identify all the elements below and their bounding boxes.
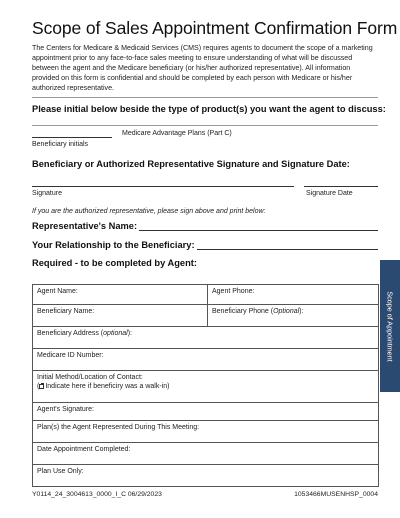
table-row [33, 285, 379, 305]
footer-code: Y0114_24_3004613_0000_I_C 06/29/2023 [32, 491, 162, 498]
label-suffix: ): [127, 330, 132, 337]
date-completed-cell[interactable]: Date Appointment Completed: [33, 443, 379, 465]
relationship-label: Your Relationship to the Beneficiary: [32, 240, 195, 250]
relationship-line[interactable] [197, 240, 378, 250]
label-suffix: ): [299, 308, 304, 315]
beneficiary-address-label: Beneficiary Address ( [37, 330, 104, 337]
table-row [33, 371, 379, 403]
agent-phone-cell[interactable]: Agent Phone: [208, 285, 379, 305]
divider [32, 97, 378, 98]
optional-tag: Optional [273, 308, 300, 315]
signature-section-heading: Beneficiary or Authorized Representative Signature and Signature Date: [32, 159, 350, 169]
initial-input-line[interactable] [32, 137, 112, 138]
divider [32, 125, 378, 126]
table-row [33, 327, 379, 349]
table-row [33, 443, 379, 465]
initial-method-cell[interactable] [33, 371, 379, 403]
signature-line[interactable] [32, 186, 294, 187]
rep-name-line[interactable] [139, 221, 378, 231]
agent-signature-cell[interactable]: Agent's Signature: [33, 403, 379, 421]
agent-info-table [32, 284, 379, 487]
auth-rep-note: If you are the authorized representative, please sign above and print below: [32, 208, 266, 215]
side-tab [380, 260, 400, 392]
beneficiary-name-cell[interactable]: Beneficiary Name: [33, 305, 208, 327]
relationship-row [32, 240, 378, 250]
rep-name-label: Representative's Name: [32, 221, 138, 231]
initials-label: Beneficiary initials [32, 141, 89, 148]
plans-represented-cell[interactable]: Plan(s) the Agent Represented During This Meeting: [33, 421, 379, 443]
form-title: Scope of Sales Appointment Confirmation Form [32, 18, 398, 38]
table-row [33, 305, 379, 327]
medicare-id-cell[interactable]: Medicare ID Number: [33, 349, 379, 371]
beneficiary-address-cell[interactable] [33, 327, 379, 349]
optional-tag: optional [103, 330, 128, 337]
signature-date-line[interactable] [304, 186, 378, 187]
table-row [33, 421, 379, 443]
table-row [33, 403, 379, 421]
initial-method-label: Initial Method/Location of Contact: [37, 374, 143, 381]
checkbox-icon[interactable] [39, 384, 44, 389]
signature-label: Signature [32, 190, 62, 197]
signature-date-label: Signature Date [306, 190, 353, 197]
product-label: Medicare Advantage Plans (Part C) [122, 130, 232, 137]
beneficiary-phone-label: Beneficiary Phone ( [212, 308, 274, 315]
table-row [33, 349, 379, 371]
plan-use-only-cell[interactable]: Plan Use Only: [33, 465, 379, 487]
initial-section-heading: Please initial below beside the type of product(s) you want the agent to discuss: [32, 104, 386, 114]
walk-in-note: Indicate here if beneficiry was a walk-in) [45, 383, 170, 390]
rep-name-row [32, 221, 378, 231]
walk-in-row [37, 383, 374, 390]
beneficiary-phone-cell[interactable] [208, 305, 379, 327]
paren: ( [37, 383, 40, 390]
footer-form-number: 1053466MUSENHSP_0004 [294, 491, 378, 498]
side-tab-label: Scope of Appointment [385, 290, 395, 362]
intro-paragraph: The Centers for Medicare & Medicaid Services (CMS) requires agents to document the scope of a marketing appointment prior to any face-to-face sales meeting to ensure understanding of what will be discussed between the agent and the Medicare beneficiary (or his/her authorized representative). All information provided on this form is confidential and should be completed by each person with Medicare or his/her authorized representative. [32, 44, 373, 93]
table-row [33, 465, 379, 487]
agent-name-cell[interactable]: Agent Name: [33, 285, 208, 305]
agent-section-heading: Required - to be completed by Agent: [32, 258, 197, 268]
